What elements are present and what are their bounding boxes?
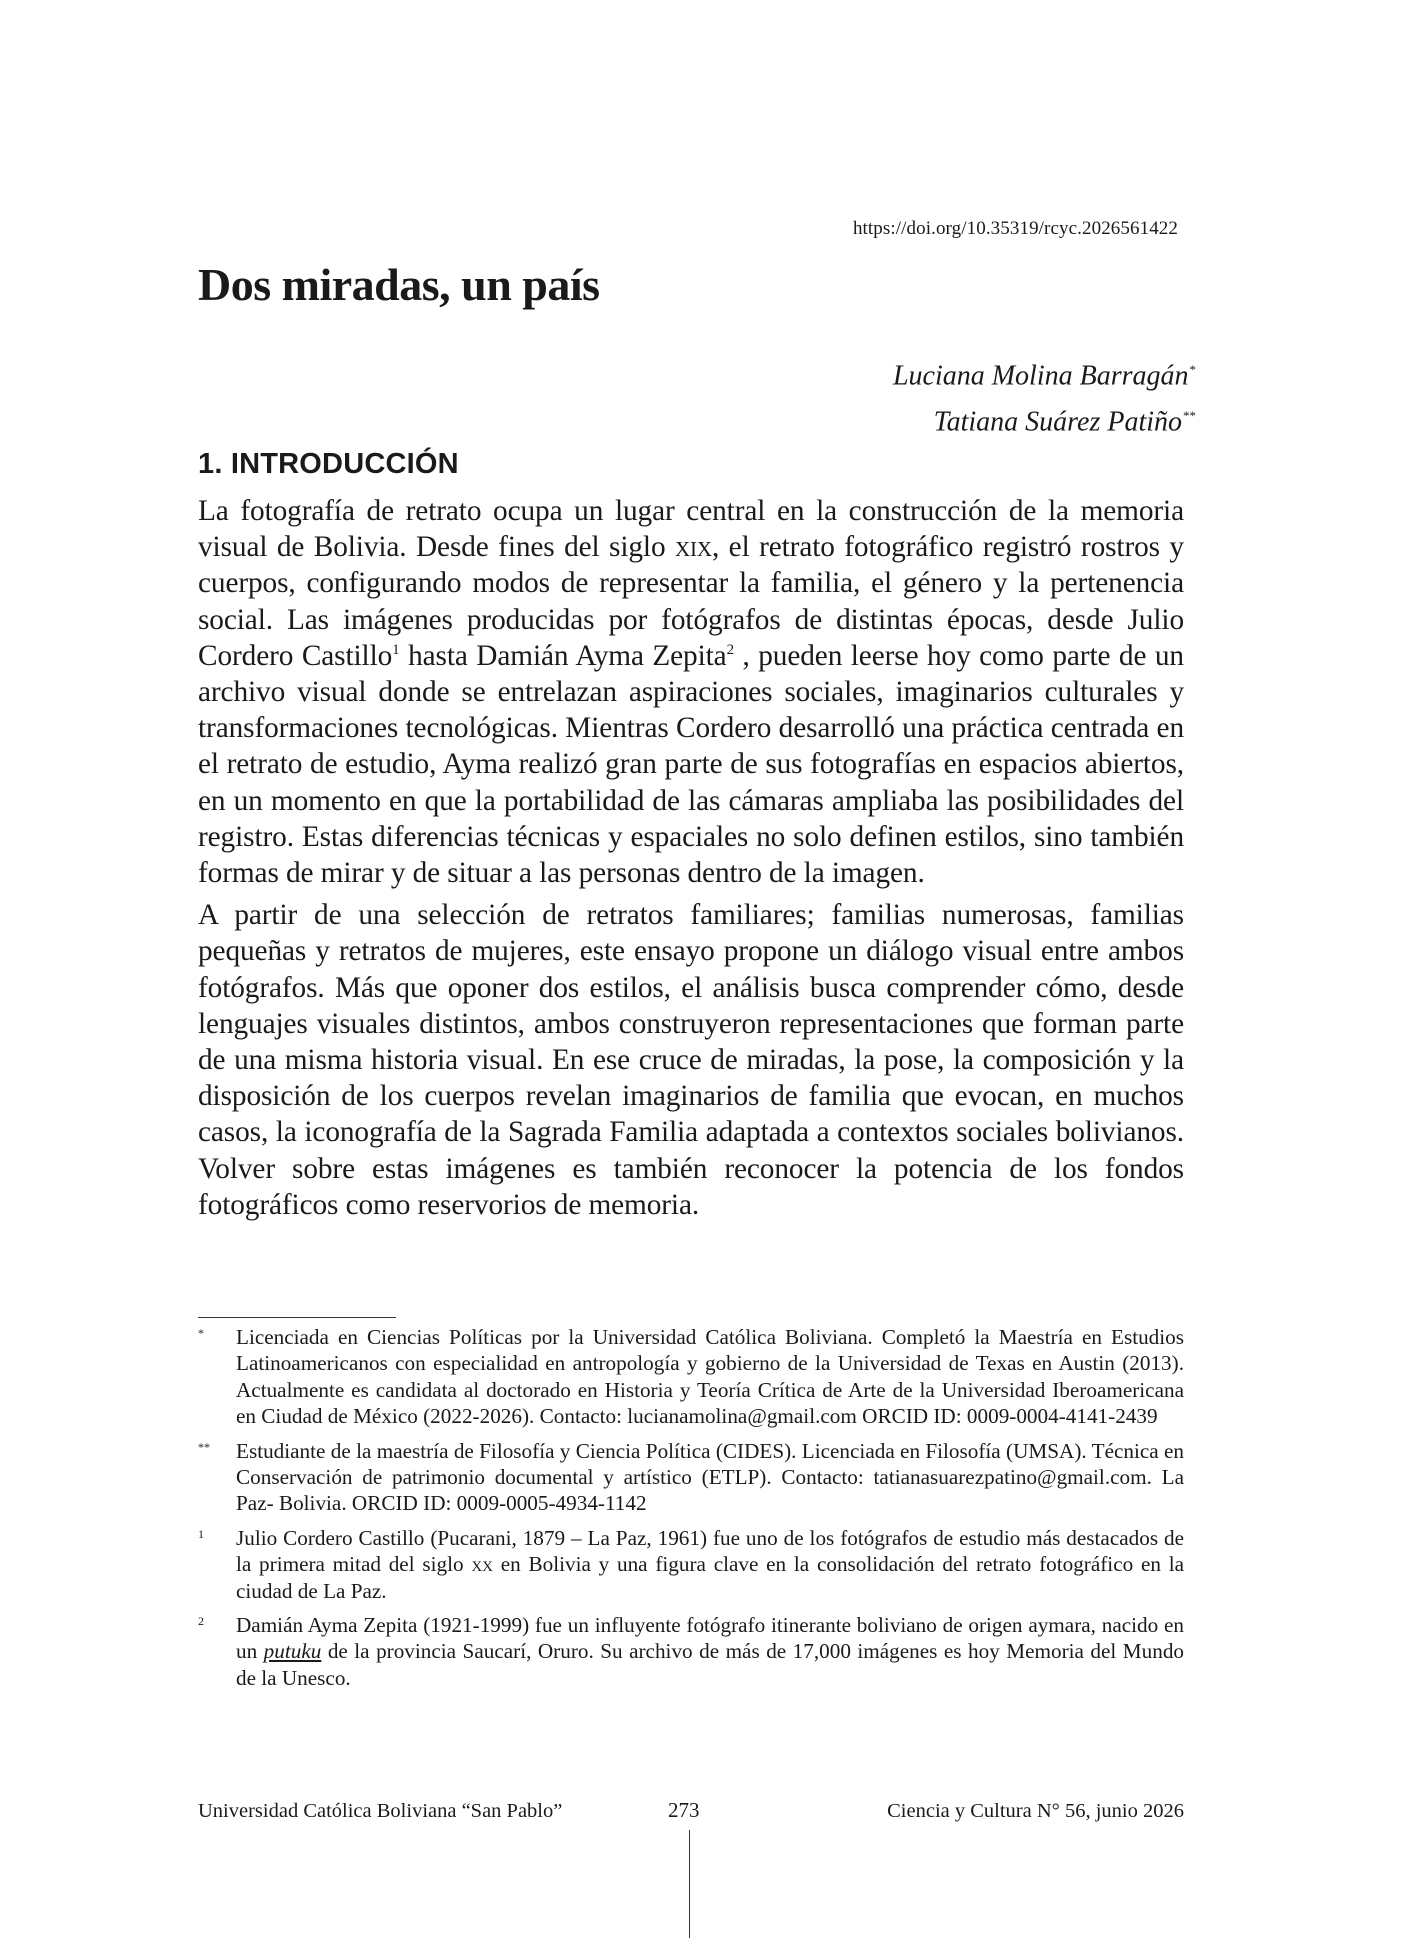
- article-title: Dos miradas, un país: [198, 259, 600, 310]
- paragraph-1-part-e: , pueden leerse hoy como parte de un archivo visual donde se entrelazan aspiraciones sociales, imaginarios culturales y transformaciones tecnológicas. Mientras Cordero desarrolló una práctica centrada en el retrato de estudio, Ayma realizó gran parte de sus fotografías en espacios abiertos, en un momento en que la portabilidad de las cámaras ampliaba las posibilidades del registro. Estas diferencias técnicas y espaciales no solo definen estilos, sino también formas de mirar y de situar a las personas dentro de la imagen.: [198, 639, 1184, 890]
- footer-institution: Universidad Católica Boliviana “San Pablo”: [198, 1800, 563, 1822]
- author-2: [893, 396, 1196, 442]
- section-heading: 1. INTRODUCCIÓN: [198, 448, 459, 480]
- footnote-text-part: de la provincia Saucarí, Oruro. Su archivo de más de 17,000 imágenes es hoy Memoria del Mundo de la Unesco.: [236, 1639, 1185, 1690]
- century-smallcaps: xx: [471, 1552, 493, 1577]
- footnote-text: Licenciada en Ciencias Políticas por la Universidad Católica Boliviana. Completó la Maestría en Estudios Latinoamericanos con especialidad en antropología y gobierno de la Universidad de Texas en Austin (2013). Actualmente es candidata al doctorado en Historia y Teoría Crítica de Arte de la Universidad Iberoamericana en Ciudad de México (2022-2026). Contacto: lucianamolina@gmail.com ORCID ID: 0009-0004-4141-2439: [236, 1325, 1184, 1429]
- footnote-item: [198, 1525, 1184, 1604]
- author-1: [893, 350, 1196, 396]
- footer-divider: [689, 1830, 690, 1938]
- footnote-item: [198, 1438, 1184, 1517]
- paragraph-1-part-d: hasta Damián Ayma Zepita: [399, 639, 727, 672]
- footnote-mark: 2: [198, 1614, 204, 1629]
- page-number: 273: [668, 1798, 700, 1822]
- footnote-item: [198, 1324, 1184, 1430]
- footer-journal: Ciencia y Cultura N° 56, junio 2026: [887, 1800, 1184, 1822]
- footnote-text-part: en Bolivia y una figura clave en la consolidación del retrato fotográfico en la ciudad de La Paz.: [236, 1552, 1184, 1603]
- paragraph-2: A partir de una selección de retratos familiares; familias numerosas, familias pequeñas y retratos de mujeres, este ensayo propone un diálogo visual entre ambos fotógrafos. Más que oponer dos estilos, el análisis busca comprender cómo, desde lenguajes visuales distintos, ambos construyeron representaciones que forman parte de una misma historia visual. En ese cruce de miradas, la pose, la composición y la disposición de los cuerpos revelan imaginarios de familia que evocan, en muchos casos, la iconografía de la Sagrada Familia adaptada a contextos sociales bolivianos. Volver sobre estas imágenes es también reconocer la potencia de los fondos fotográficos como reservorios de memoria.: [198, 899, 1184, 1221]
- footnote-text: [236, 1612, 1184, 1691]
- paragraph-1: [198, 493, 1184, 891]
- footnotes: [198, 1324, 1184, 1699]
- footnote-mark: *: [198, 1326, 204, 1340]
- underlined-term: putuku: [263, 1639, 322, 1664]
- footnote-mark: 1: [198, 1526, 204, 1541]
- footnote-ref-1[interactable]: 1: [392, 642, 400, 659]
- footnote-text: [236, 1525, 1184, 1604]
- footnote-separator: [198, 1317, 396, 1318]
- author-name: Tatiana Suárez Patiño: [933, 406, 1182, 438]
- footnote-text: Estudiante de la maestría de Filosofía y Ciencia Política (CIDES). Licenciada en Filosofía (UMSA). Técnica en Conservación de patrimonio documental y artístico (ETLP). Contacto: tatianasuarezpatino@gmail.com. La Paz- Bolivia. ORCID ID: 0009-0005-4934-1142: [236, 1438, 1184, 1516]
- body-text: [198, 493, 1184, 1229]
- doi-link[interactable]: https://doi.org/10.35319/rcyc.2026561422: [852, 218, 1178, 239]
- author-footnote-mark[interactable]: **: [1183, 408, 1196, 424]
- footnote-mark: **: [198, 1439, 210, 1454]
- century-smallcaps: xix: [674, 531, 712, 564]
- footnote-item: [198, 1612, 1184, 1691]
- footnote-ref-2[interactable]: 2: [726, 642, 734, 659]
- paragraph-1-part-c: , el retrato fotográfico registró rostros y cuerpos, configurando modos de representar la familia, el género y la pertenencia social. Las imágenes producidas por fotógrafos de distintas épocas, desde Julio Cordero Castillo: [198, 531, 1184, 672]
- authors-block: [893, 350, 1196, 443]
- author-name: Luciana Molina Barragán: [892, 360, 1189, 392]
- author-footnote-mark[interactable]: *: [1189, 362, 1196, 377]
- paragraph-1-part-a: La fotografía de retrato ocupa un lugar central en la construcción de la memoria visual de Bolivia. Desde fines del siglo: [198, 495, 1184, 564]
- footnote-text-part: Julio Cordero Castillo (Pucarani, 1879 – La Paz, 1961) fue uno de los fotógrafos de estudio más destacados de la primera mitad del siglo: [236, 1525, 1184, 1577]
- footnote-text-part: Damián Ayma Zepita (1921-1999) fue un influyente fotógrafo itinerante boliviano de origen aymara, nacido en un: [236, 1613, 1184, 1664]
